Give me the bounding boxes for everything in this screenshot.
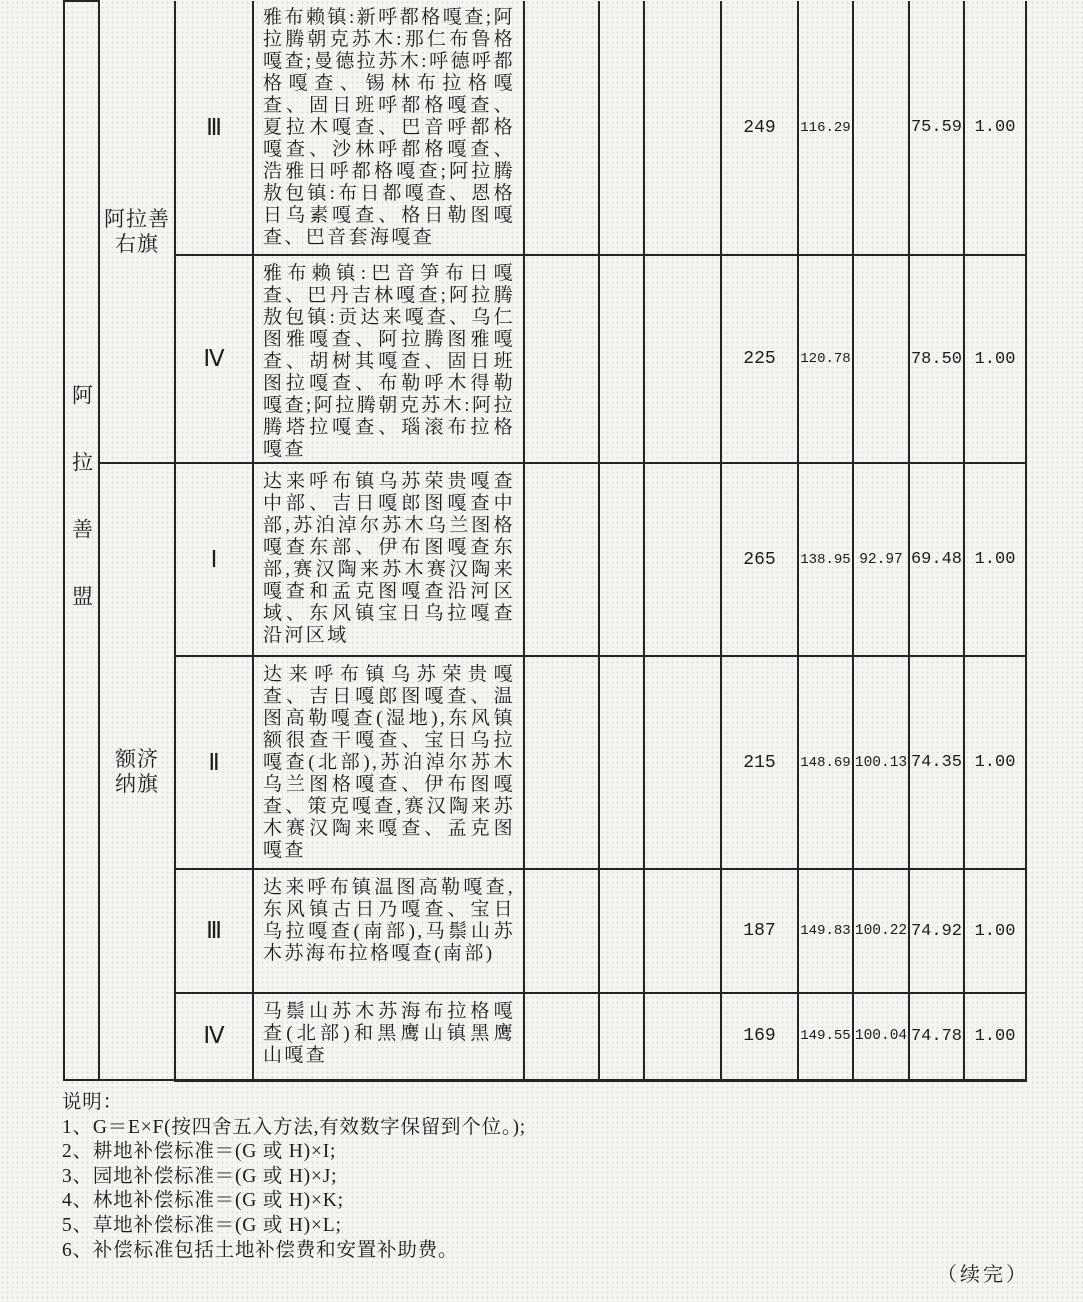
value-cell — [853, 1, 909, 255]
value-cell: 215 — [721, 656, 798, 869]
value-cell: 69.48 — [909, 463, 964, 656]
continuation-note: （续完） — [937, 1264, 1029, 1286]
value-cell: 100.22 — [853, 869, 909, 993]
table-row — [64, 255, 1026, 463]
value-cell: 92.97 — [853, 463, 909, 656]
region-description: 雅布赖镇:巴音笋布日嘎查、巴丹吉林嘎查;阿拉腾敖包镇:贡达来嘎查、乌仁图雅嘎查、阿拉腾图雅嘎查、胡树其嘎查、固日班图拉嘎查、布勒呼木得勒嘎查;阿拉腾朝克苏木:阿拉腾塔拉嘎查、瑙滚布拉格嘎查 — [263, 263, 515, 460]
value-cell: 138.95 — [798, 463, 853, 656]
value-cell: 74.92 — [909, 869, 964, 993]
note-item: 4、林地补偿标准＝(G 或 H)×K; — [62, 1190, 344, 1212]
value-cell: 1.00 — [964, 463, 1026, 656]
grade-cell: Ⅰ — [175, 463, 253, 656]
grade-cell: Ⅳ — [175, 993, 253, 1080]
region-description-cell — [253, 656, 524, 869]
compensation-standards-table — [63, 0, 1027, 1082]
table-row — [64, 869, 1026, 993]
value-cell: 120.78 — [798, 255, 853, 463]
value-cell: 1.00 — [964, 656, 1026, 869]
empty-cell — [599, 993, 644, 1080]
value-cell: 1.00 — [964, 993, 1026, 1080]
banner-label: 额济纳旗 — [115, 746, 159, 796]
region-description: 雅布赖镇:新呼都格嘎查;阿拉腾朝克苏木:那仁布鲁格嘎查;曼德拉苏木:呼德呼都格嘎查、锡林布拉格嘎查、固日班呼都格嘎查、夏拉木嘎查、巴音呼都格嘎查、沙林呼都格嘎查、浩雅日呼都格嘎查;阿拉腾敖包镇:布日都嘎查、恩格日乌素嘎查、格日勒图嘎查、巴音套海嘎查 — [263, 7, 515, 248]
region-description: 达来呼布镇乌苏荣贵嘎查、吉日嘎郎图嘎查、温图高勒嘎查(湿地),东风镇额很查干嘎查、宝日乌拉嘎查(北部),苏泊淖尔苏木乌兰图格嘎查、伊布图嘎查、策克嘎查,赛汉陶来苏木赛汉陶来嘎查、孟克图嘎查 — [263, 664, 515, 861]
value-cell: 74.78 — [909, 993, 964, 1080]
empty-cell — [599, 656, 644, 869]
banner-cell-alashan-right — [99, 1, 175, 463]
value-cell: 187 — [721, 869, 798, 993]
region-description-cell — [253, 1, 524, 255]
empty-cell — [644, 255, 721, 463]
league-label: 阿拉善盟 — [69, 383, 94, 652]
notes-block — [62, 1091, 526, 1263]
league-cell — [64, 1, 99, 1080]
note-item: 2、耕地补偿标准＝(G 或 H)×I; — [62, 1141, 337, 1163]
value-cell: 225 — [721, 255, 798, 463]
empty-cell — [599, 1, 644, 255]
value-cell: 116.29 — [798, 1, 853, 255]
region-description-cell — [253, 993, 524, 1080]
empty-cell — [524, 869, 599, 993]
table-row — [64, 1, 1026, 255]
note-item: 3、园地补偿标准＝(G 或 H)×J; — [62, 1165, 338, 1187]
grade-cell: Ⅲ — [175, 869, 253, 993]
empty-cell — [599, 255, 644, 463]
value-cell: 149.55 — [798, 993, 853, 1080]
table-row — [64, 993, 1026, 1080]
empty-cell — [524, 993, 599, 1080]
note-item: 5、草地补偿标准＝(G 或 H)×L; — [62, 1214, 342, 1236]
value-cell: 100.13 — [853, 656, 909, 869]
region-description-cell — [253, 869, 524, 993]
value-cell: 1.00 — [964, 255, 1026, 463]
value-cell: 1.00 — [964, 1, 1026, 255]
empty-cell — [644, 656, 721, 869]
empty-cell — [599, 869, 644, 993]
region-description: 达来呼布镇乌苏荣贵嘎查中部、吉日嘎郎图嘎查中部,苏泊淖尔苏木乌兰图格嘎查东部、伊布图嘎查东部,赛汉陶来苏木赛汉陶来嘎查和孟克图嘎查沿河区域、东风镇宝日乌拉嘎查沿河区域 — [263, 471, 515, 646]
region-description-cell — [253, 463, 524, 656]
value-cell: 100.04 — [853, 993, 909, 1080]
value-cell: 78.50 — [909, 255, 964, 463]
table-row — [64, 656, 1026, 869]
empty-cell — [524, 1, 599, 255]
empty-cell — [644, 993, 721, 1080]
grade-cell: Ⅱ — [175, 656, 253, 869]
value-cell: 149.83 — [798, 869, 853, 993]
value-cell: 265 — [721, 463, 798, 656]
value-cell: 249 — [721, 1, 798, 255]
empty-cell — [524, 656, 599, 869]
empty-cell — [599, 463, 644, 656]
empty-cell — [644, 463, 721, 656]
value-cell: 148.69 — [798, 656, 853, 869]
league-cell-inner — [65, 3, 98, 1079]
value-cell: 1.00 — [964, 869, 1026, 993]
region-description-cell — [253, 255, 524, 463]
banner-label: 阿拉善右旗 — [104, 206, 170, 256]
banner-cell-ejina — [99, 463, 175, 1080]
value-cell: 169 — [721, 993, 798, 1080]
empty-cell — [644, 1, 721, 255]
region-description: 达来呼布镇温图高勒嘎查,东风镇古日乃嘎查、宝日乌拉嘎查(南部),马鬃山苏木苏海布拉格嘎查(南部) — [263, 877, 515, 964]
empty-cell — [524, 255, 599, 463]
note-item: 6、补偿标准包括土地补偿费和安置补助费。 — [62, 1239, 459, 1261]
notes-title: 说明： — [62, 1092, 123, 1113]
grade-cell: Ⅲ — [175, 1, 253, 255]
empty-cell — [644, 869, 721, 993]
empty-cell — [524, 463, 599, 656]
value-cell: 74.35 — [909, 656, 964, 869]
note-item: 1、G＝E×F(按四舍五入方法,有效数字保留到个位。); — [62, 1116, 527, 1138]
region-description: 马鬃山苏木苏海布拉格嘎查(北部)和黑鹰山镇黑鹰山嘎查 — [263, 1000, 515, 1066]
value-cell — [853, 255, 909, 463]
grade-cell: Ⅳ — [175, 255, 253, 463]
value-cell: 75.59 — [909, 1, 964, 255]
table-row — [64, 463, 1026, 656]
